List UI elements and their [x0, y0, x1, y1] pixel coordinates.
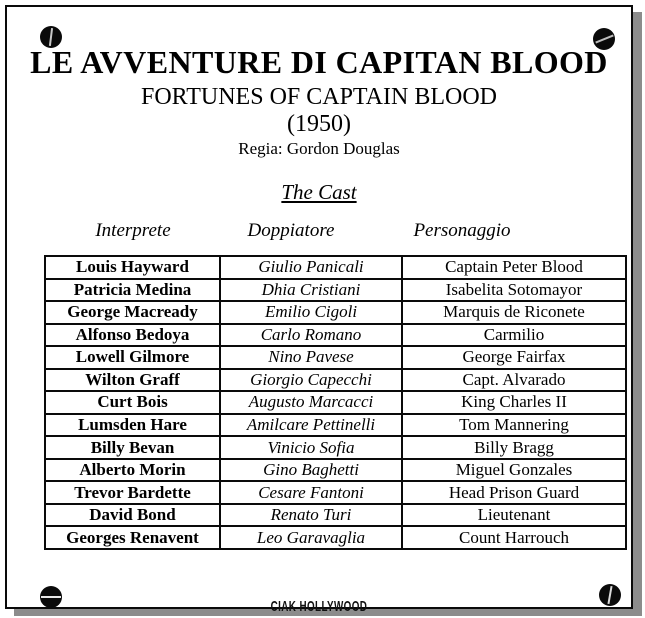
dubber-cell: Dhia Cristiani: [220, 279, 402, 302]
dubber-cell: Nino Pavese: [220, 346, 402, 369]
character-cell: Head Prison Guard: [402, 481, 626, 504]
actor-cell: Alfonso Bedoya: [45, 324, 220, 347]
cast-table-row: [45, 391, 626, 414]
director-credit: Regia: Gordon Douglas: [238, 139, 400, 158]
character-cell: King Charles II: [402, 391, 626, 414]
movie-year: (1950): [287, 111, 351, 137]
dubber-cell: Emilio Cigoli: [220, 301, 402, 324]
column-header-interprete: Interprete: [95, 220, 171, 241]
cast-table-row: [45, 504, 626, 527]
cast-table-row: [45, 436, 626, 459]
dubber-cell: Cesare Fantoni: [220, 481, 402, 504]
dubber-cell: Leo Garavaglia: [220, 526, 402, 549]
character-cell: Miguel Gonzales: [402, 459, 626, 482]
dubber-cell: Vinicio Sofia: [220, 436, 402, 459]
cast-table-row: [45, 256, 626, 279]
dubber-cell: Giorgio Capecchi: [220, 369, 402, 392]
publisher-logo: [7, 597, 631, 615]
actor-cell: Alberto Morin: [45, 459, 220, 482]
character-cell: Lieutenant: [402, 504, 626, 527]
dubber-cell: Amilcare Pettinelli: [220, 414, 402, 437]
actor-cell: David Bond: [45, 504, 220, 527]
character-cell: Carmilio: [402, 324, 626, 347]
cast-table-row: [45, 301, 626, 324]
movie-title-italian: LE AVVENTURE DI CAPITAN BLOOD: [30, 44, 608, 80]
actor-cell: Curt Bois: [45, 391, 220, 414]
character-cell: Isabelita Sotomayor: [402, 279, 626, 302]
character-cell: Billy Bragg: [402, 436, 626, 459]
dubber-cell: Carlo Romano: [220, 324, 402, 347]
dubber-cell: Gino Baghetti: [220, 459, 402, 482]
character-cell: Captain Peter Blood: [402, 256, 626, 279]
actor-cell: Wilton Graff: [45, 369, 220, 392]
actor-cell: Lowell Gilmore: [45, 346, 220, 369]
dubber-cell: Renato Turi: [220, 504, 402, 527]
character-cell: Count Harrouch: [402, 526, 626, 549]
cast-table-row: [45, 346, 626, 369]
character-cell: Marquis de Riconete: [402, 301, 626, 324]
cast-table-row: [45, 324, 626, 347]
cast-table-row: [45, 459, 626, 482]
publisher-logo-text: CIAK HOLLYWOOD: [270, 597, 368, 615]
cast-table-row: [45, 369, 626, 392]
character-cell: Capt. Alvarado: [402, 369, 626, 392]
movie-title-english: FORTUNES OF CAPTAIN BLOOD: [140, 84, 497, 110]
cast-table-row: [45, 414, 626, 437]
cast-table-row: [45, 279, 626, 302]
dubber-cell: Giulio Panicali: [220, 256, 402, 279]
actor-cell: Lumsden Hare: [45, 414, 220, 437]
character-cell: Tom Mannering: [402, 414, 626, 437]
cast-table-row: [45, 481, 626, 504]
actor-cell: George Macready: [45, 301, 220, 324]
column-header-personaggio: Personaggio: [413, 220, 511, 241]
cast-table-body: [45, 256, 626, 549]
actor-cell: Trevor Bardette: [45, 481, 220, 504]
dubber-cell: Augusto Marcacci: [220, 391, 402, 414]
actor-cell: Patricia Medina: [45, 279, 220, 302]
cast-table: [44, 255, 627, 550]
actor-cell: Billy Bevan: [45, 436, 220, 459]
card-plate: [5, 5, 633, 615]
screw-slot: [595, 35, 613, 44]
column-header-doppiatore: Doppiatore: [247, 220, 335, 241]
cast-table-row: [45, 526, 626, 549]
actor-cell: Georges Renavent: [45, 526, 220, 549]
character-cell: George Fairfax: [402, 346, 626, 369]
actor-cell: Louis Hayward: [45, 256, 220, 279]
cast-section-heading: The Cast: [281, 180, 357, 204]
